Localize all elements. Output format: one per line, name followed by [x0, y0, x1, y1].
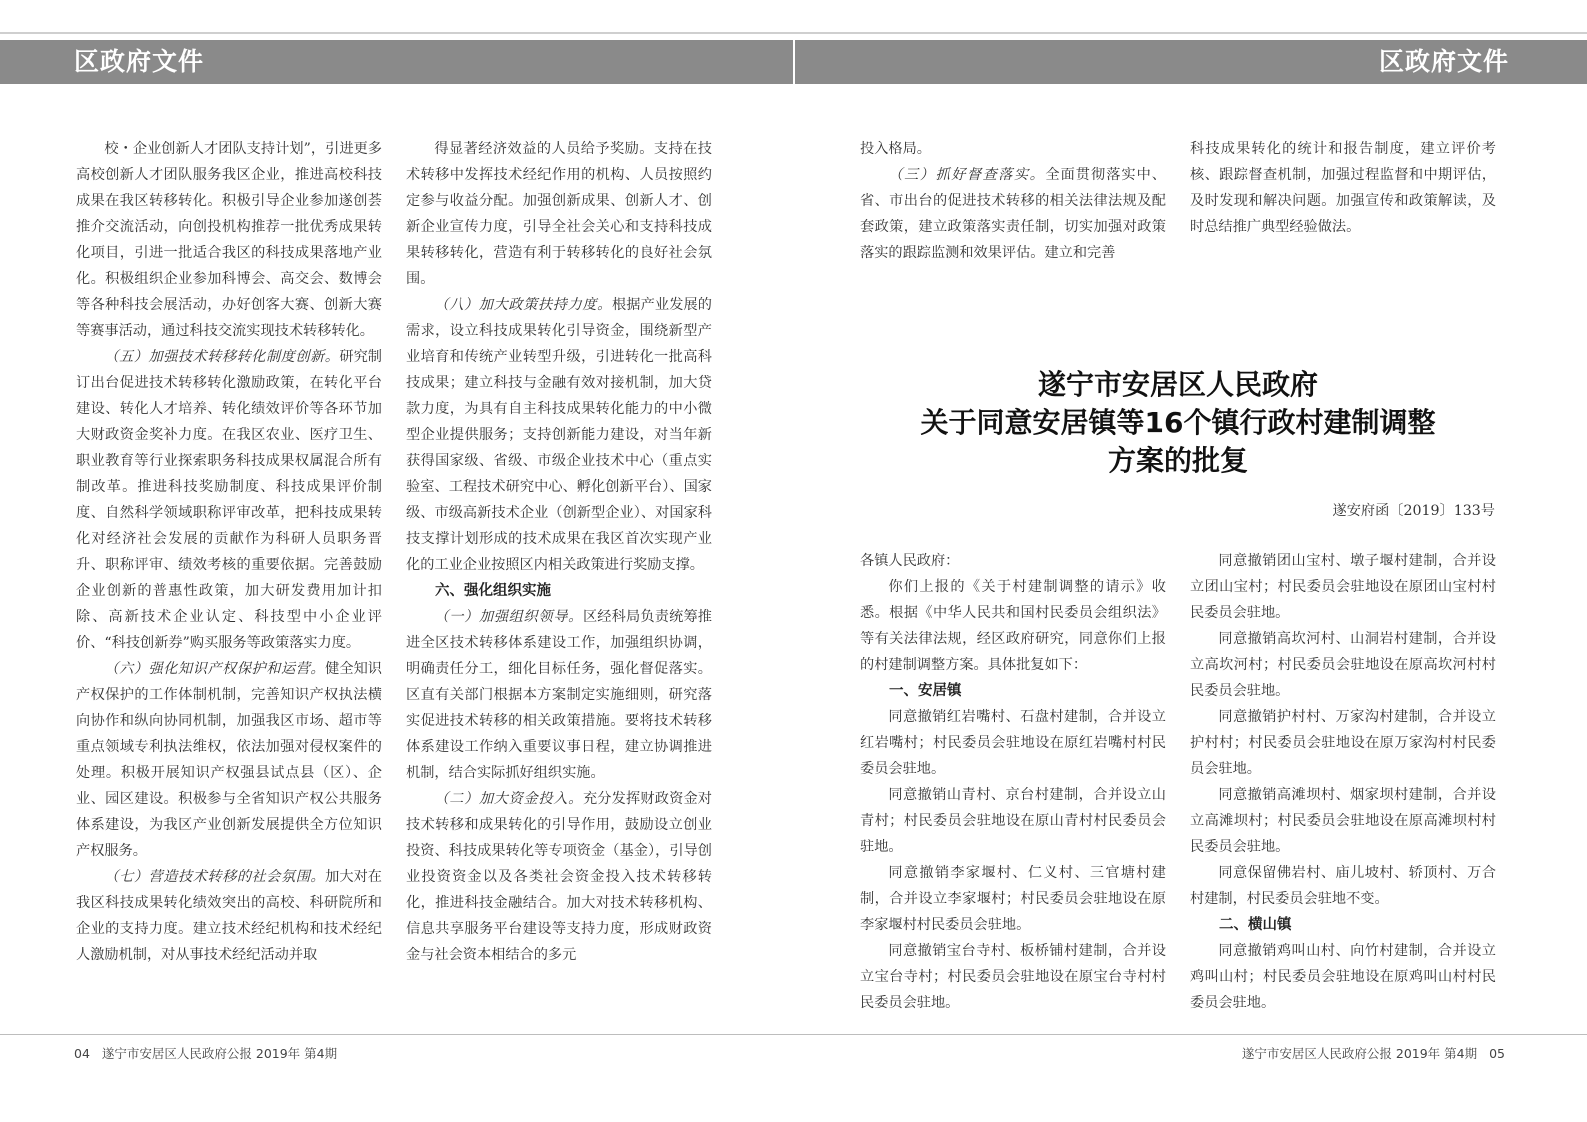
paragraph [1190, 860, 1496, 912]
paragraph-text: 全面贯彻落实中、省、市出台的促进技术转移的相关法律法规及配套政策，建立政策落实责任制，切实加强对政策落实的跟踪监测和效果评估。建立和完善 [860, 167, 1166, 261]
paragraph-text: 同意撤销护村村、万家沟村建制，合并设立护村村；村民委员会驻地设在原万家沟村村民委员会驻地。 [1190, 709, 1496, 777]
paragraph-text: 同意保留佛岩村、庙儿坡村、轿顶村、万合村建制，村民委员会驻地不变。 [1190, 865, 1496, 907]
paragraph-lead: （八）加大政策扶持力度。 [434, 297, 612, 313]
left-page-column-2 [406, 136, 712, 968]
right-page-column-2-top [1190, 136, 1496, 240]
paragraph-text: 同意撤销鸡叫山村、向竹村建制，合并设立鸡叫山村；村民委员会驻地设在原鸡叫山村村民委员会驻地。 [1190, 943, 1496, 1011]
paragraph-lead: （七）营造技术转移的社会氛围。 [104, 869, 326, 885]
paragraph [76, 864, 382, 968]
paragraph [860, 938, 1166, 1016]
bottom-rule [0, 1034, 1587, 1035]
paragraph-lead: （二）加大资金投入。 [434, 791, 583, 807]
footer-right [1234, 1044, 1505, 1062]
paragraph [860, 548, 1166, 574]
paragraph [860, 782, 1166, 860]
footer-publication-left: 遂宁市安居区人民政府公报 2019年 第4期 [101, 1046, 338, 1061]
header-band-right [795, 40, 1587, 84]
document-number: 遂安府函〔2019〕133号 [1332, 503, 1495, 519]
paragraph [76, 656, 382, 864]
paragraph-text: 你们上报的《关于村建制调整的请示》收悉。根据《中华人民共和国村民委员会组织法》等有关法律法规，经区政府研究，同意你们上报的村建制调整方案。具体批复如下： [860, 579, 1166, 673]
paragraph [860, 574, 1166, 678]
paragraph-text: 研究制订出台促进技术转移转化激励政策，在转化平台建设、转化人才培养、转化绩效评价等各环节加大财政资金奖补力度。在我区农业、医疗卫生、职业教育等行业探索职务科技成果权属混合所有制改革。推进科技奖励制度、科技成果评价制度、自然科学领域职称评审改革，把科技成果转化对经济社会发展的贡献作为科研人员职务晋升、职称评审、绩效考核的重要依据。完善鼓励企业创新的普惠性政策，加大研发费用加计扣除、高新技术企业认定、科技型中小企业评价、“科技创新券”购买服务等政策落实力度。 [76, 349, 382, 651]
paragraph [1190, 626, 1496, 704]
paragraph-text: 科技成果转化的统计和报告制度，建立评价考核、跟踪督查机制，加强过程监督和中期评估，及时发现和解决问题。加强宣传和政策解读，及时总结推广典型经验做法。 [1190, 141, 1496, 235]
header-band-left [0, 40, 793, 84]
paragraph [1190, 136, 1496, 240]
section-heading: 六、强化组织实施 [435, 583, 551, 599]
paragraph [406, 604, 712, 786]
document-title-line-1: 遂宁市安居区人民政府 [1037, 368, 1318, 401]
document-title-line-3: 方案的批复 [1107, 444, 1248, 477]
paragraph [1190, 782, 1496, 860]
paragraph [860, 162, 1166, 266]
paragraph-text: 同意撤销团山宝村、墩子堰村建制，合并设立团山宝村；村民委员会驻地设在原团山宝村村民委员会驻地。 [1190, 553, 1496, 621]
paragraph-text: 同意撤销山青村、京台村建制，合并设立山青村；村民委员会驻地设在原山青村村民委员会驻地。 [860, 787, 1166, 855]
paragraph-lead: （六）强化知识产权保护和运营。 [104, 661, 326, 677]
paragraph-text: 投入格局。 [860, 141, 931, 157]
paragraph-text: 各镇人民政府： [860, 553, 960, 569]
paragraph-text: 区经科局负责统筹推进全区技术转移体系建设工作，加强组织协调，明确责任分工，细化目标任务，强化督促落实。区直有关部门根据本方案制定实施细则，研究落实促进技术转移的相关政策措施。要将技术转移体系建设工作纳入重要议事日程，建立协调推进机制，结合实际抓好组织实施。 [406, 609, 712, 781]
paragraph [860, 860, 1166, 938]
page-number-right: 05 [1489, 1046, 1505, 1061]
paragraph-text: 同意撤销宝台寺村、板桥铺村建制，合并设立宝台寺村；村民委员会驻地设在原宝台寺村村民委员会驻地。 [860, 943, 1166, 1011]
paragraph [406, 136, 712, 292]
section-heading: 二、横山镇 [1219, 917, 1292, 933]
paragraph-text: 充分发挥财政资金对技术转移和成果转化的引导作用，鼓励设立创业投资、科技成果转化等专项资金（基金），引导创业投资资金以及各类社会资金投入技术转移转化，推进科技金融结合。加大对技术转移机构、信息共享服务平台建设等支持力度，形成财政资金与社会资本相结合的多元 [406, 791, 712, 963]
paragraph [76, 344, 382, 656]
paragraph [76, 136, 382, 344]
document-title [860, 366, 1496, 480]
left-page-column-1 [76, 136, 382, 968]
page-number-left: 04 [74, 1046, 90, 1061]
paragraph [860, 136, 1166, 162]
paragraph-text: 加大对在我区科技成果转化绩效突出的高校、科研院所和企业的支持力度。建立技术经纪机构和技术经纪人激励机制，对从事技术经纪活动并取 [76, 869, 382, 963]
right-page-column-1-top [860, 136, 1166, 266]
document-title-line-2: 关于同意安居镇等16个镇行政村建制调整 [920, 406, 1436, 439]
footer-left [74, 1044, 345, 1062]
paragraph [406, 786, 712, 968]
section-title-left: 区政府文件 [74, 47, 205, 76]
paragraph [1190, 704, 1496, 782]
paragraph-lead: （五）加强技术转移转化制度创新。 [104, 349, 340, 365]
paragraph-text: 同意撤销红岩嘴村、石盘村建制，合并设立红岩嘴村；村民委员会驻地设在原红岩嘴村村民委员会驻地。 [860, 709, 1166, 777]
paragraph-text: 得显著经济效益的人员给予奖励。支持在技术转移中发挥技术经纪作用的机构、人员按照约定参与收益分配。加强创新成果、创新人才、创新企业宣传力度，引导全社会关心和支持科技成果转移转化，营造有利于转移转化的良好社会氛围。 [406, 141, 712, 287]
paragraph-text: 校・企业创新人才团队支持计划”，引进更多高校创新人才团队服务我区企业，推进高校科技成果在我区转移转化。积极引导企业参加遂创荟推介交流活动，向创投机构推荐一批优秀成果转化项目，引进一批适合我区的科技成果落地产业化。积极组织企业参加科博会、高交会、数博会等各种科技会展活动，办好创客大赛、创新大赛等赛事活动，通过科技交流实现技术转移转化。 [76, 141, 382, 339]
paragraph [1190, 548, 1496, 626]
paragraph-lead: （三）抓好督查落实。 [888, 167, 1046, 183]
section-heading: 一、安居镇 [889, 683, 962, 699]
right-page-column-1-body [860, 548, 1166, 1016]
page-spine [793, 40, 795, 84]
top-rule [0, 32, 1587, 34]
paragraph-text: 同意撤销高滩坝村、烟家坝村建制，合并设立高滩坝村；村民委员会驻地设在原高滩坝村村民委员会驻地。 [1190, 787, 1496, 855]
paragraph-text: 同意撤销高坎河村、山洞岩村建制，合并设立高坎河村；村民委员会驻地设在原高坎河村村民委员会驻地。 [1190, 631, 1496, 699]
right-page-column-2-body [1190, 548, 1496, 1016]
paragraph [860, 704, 1166, 782]
paragraph-text: 健全知识产权保护的工作体制机制，完善知识产权执法横向协作和纵向协同机制，加强我区市场、超市等重点领域专利执法维权，依法加强对侵权案件的处理。积极开展知识产权强县试点县（区）、企业、园区建设。积极参与全省知识产权公共服务体系建设，为我区产业创新发展提供全方位知识产权服务。 [76, 661, 382, 859]
paragraph-text: 同意撤销李家堰村、仁义村、三官塘村建制，合并设立李家堰村；村民委员会驻地设在原李家堰村村民委员会驻地。 [860, 865, 1166, 933]
paragraph [406, 292, 712, 578]
footer-publication-right: 遂宁市安居区人民政府公报 2019年 第4期 [1241, 1046, 1478, 1061]
section-title-right: 区政府文件 [1378, 47, 1509, 76]
paragraph [1190, 938, 1496, 1016]
paragraph-text: 根据产业发展的需求，设立科技成果转化引导资金，围绕新型产业培育和传统产业转型升级，引进转化一批高科技成果；建立科技与金融有效对接机制，加大贷款力度，为具有自主科技成果转化能力的中小微型企业提供服务；支持创新能力建设，对当年新获得国家级、省级、市级企业技术中心（重点实验室、工程技术研究中心、孵化创新平台）、国家级、市级高新技术企业（创新型企业）、对国家科技支撑计划形成的技术成果在我区首次实现产业化的工业企业按照区内相关政策进行奖励支撑。 [406, 297, 712, 573]
paragraph-lead: （一）加强组织领导。 [434, 609, 583, 625]
